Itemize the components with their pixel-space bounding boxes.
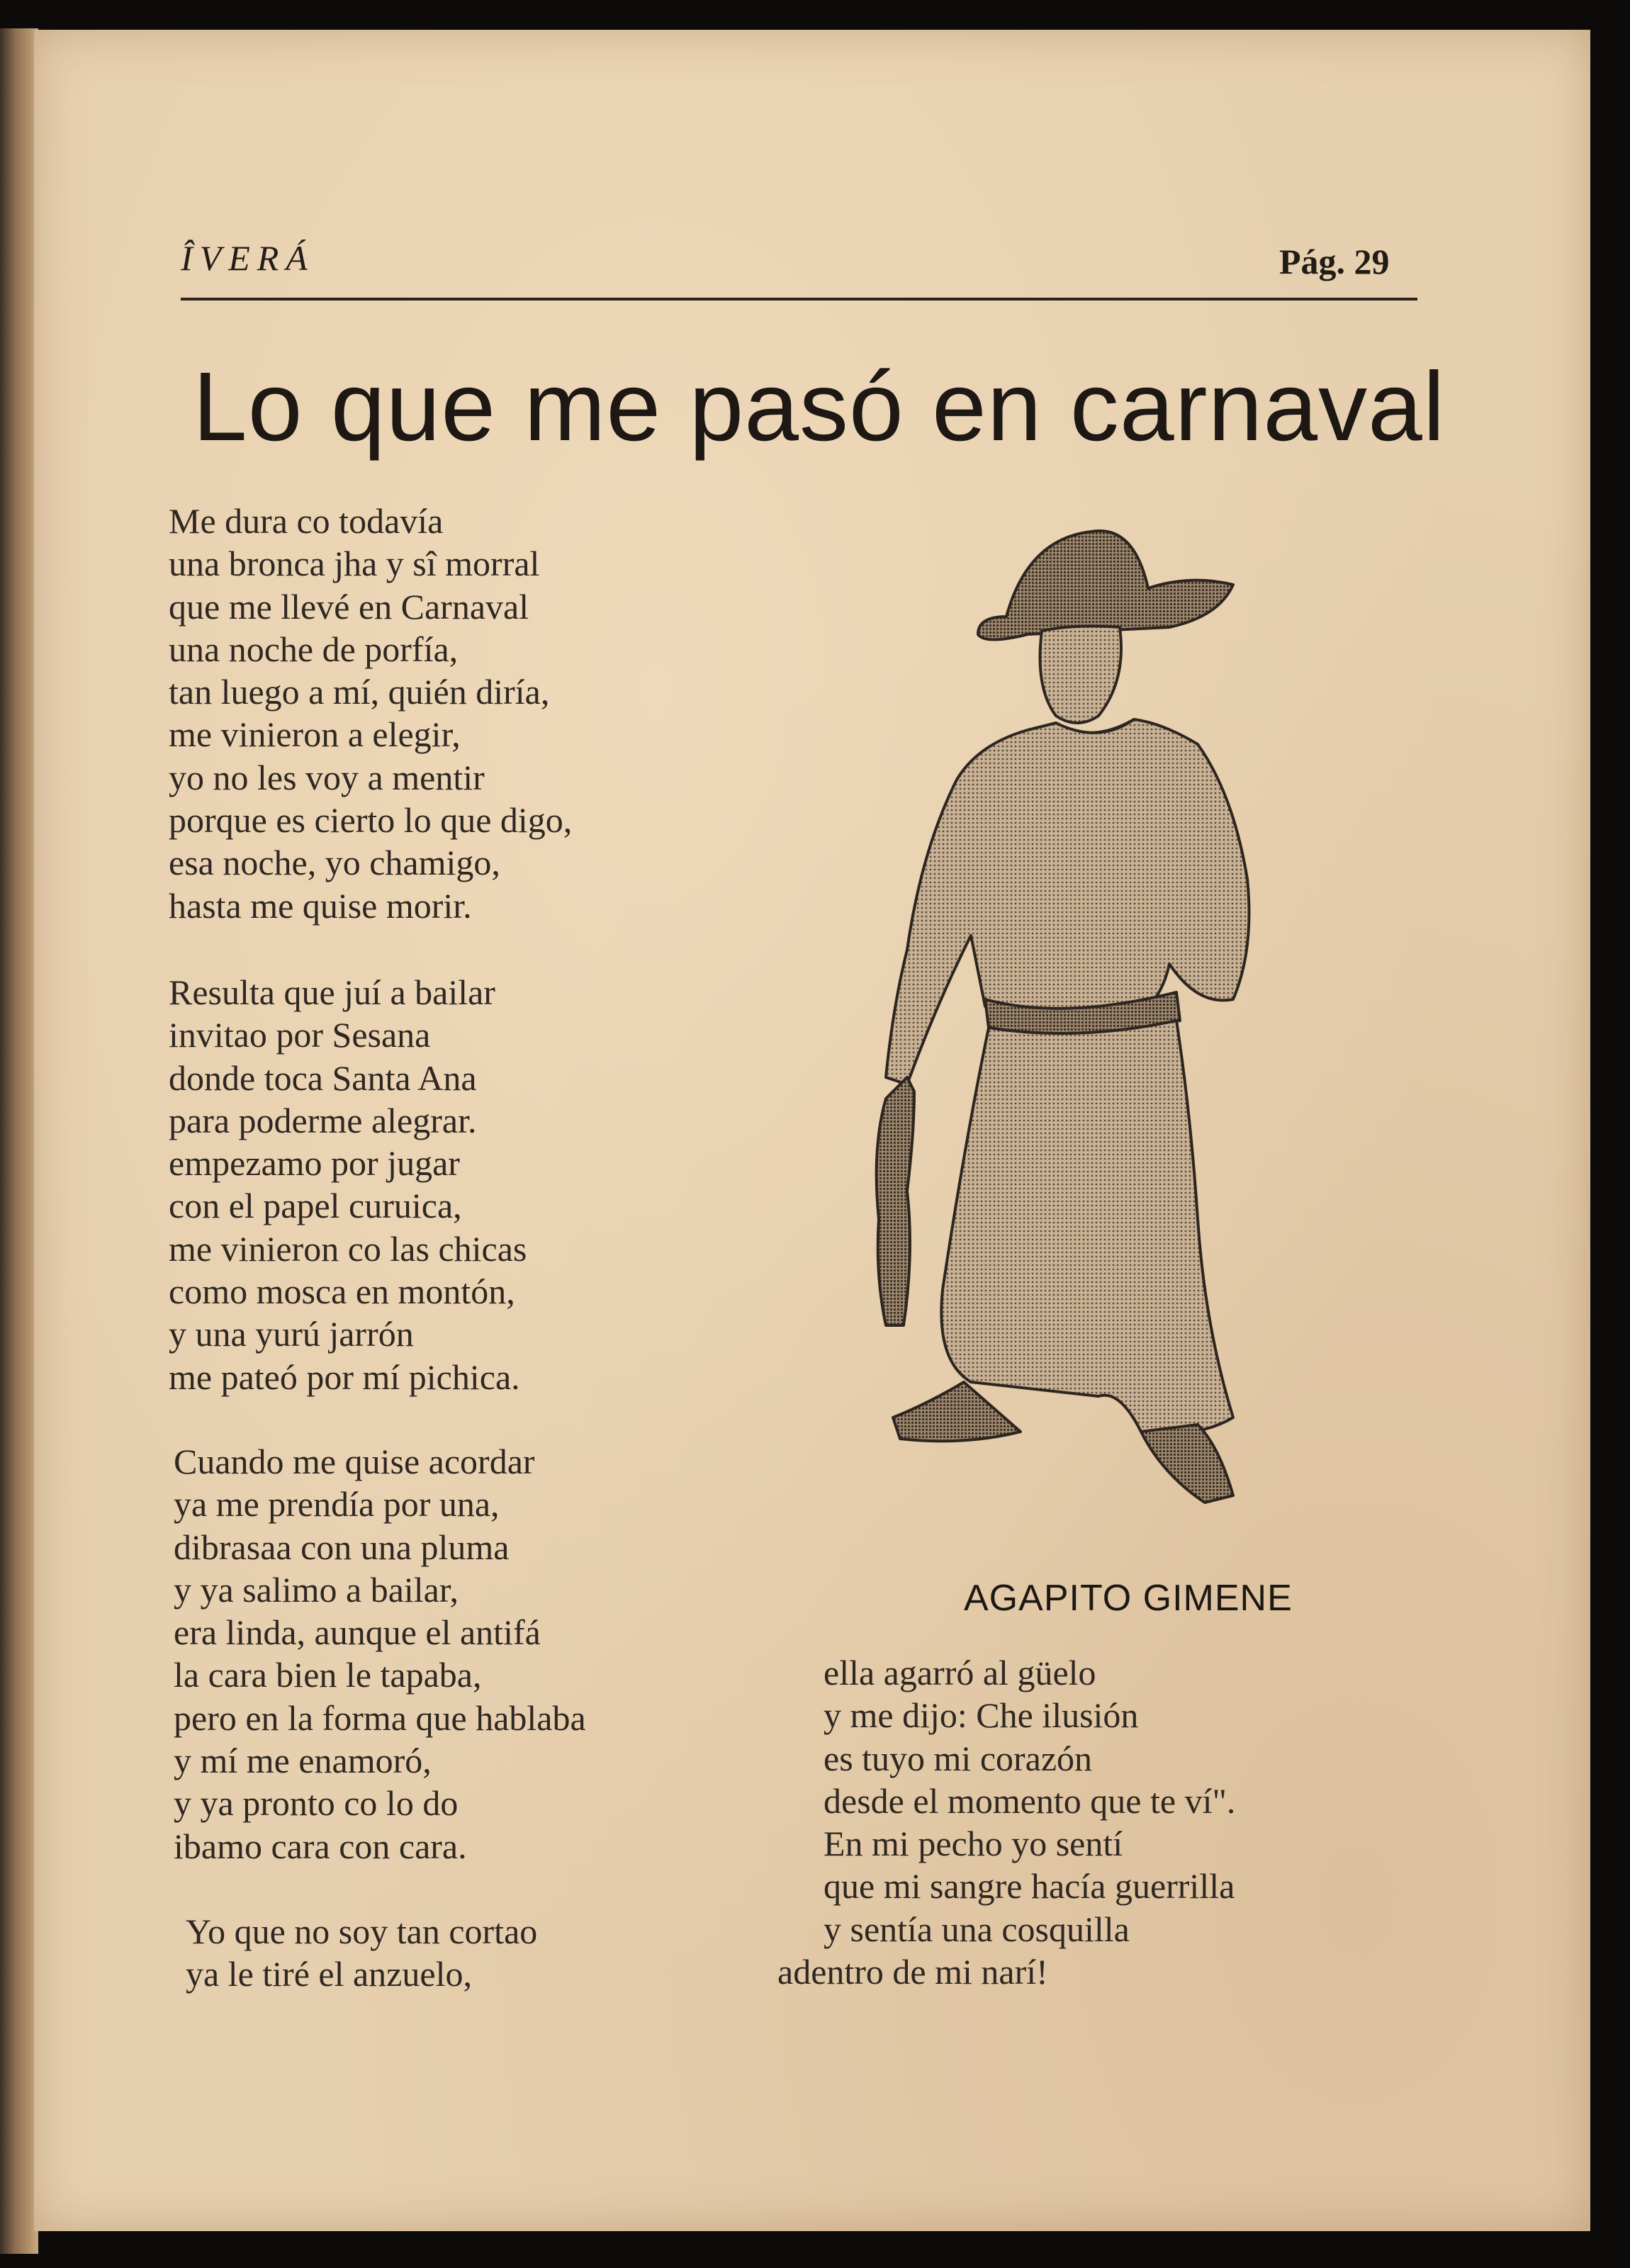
poem-line: invitao por Sesana [169,1015,431,1055]
stanza-3 [174,1440,586,1868]
poem-line: como mosca en montón, [169,1271,515,1312]
poem-line: una bronca jha y sî morral [169,544,540,584]
poem-line: y mí me enamoró, [174,1741,432,1781]
poem-line: desde el momento que te ví". [824,1780,1236,1821]
poem-line: ella agarró al güelo [824,1653,1096,1692]
book-spine-shadow [0,28,38,2254]
stanza-1 [169,500,572,927]
poem-line: es tuyo mi corazón [824,1738,1093,1778]
header-rule [181,298,1417,301]
poem-line: Cuando me quise acordar [174,1442,535,1481]
stanza-4 [186,1910,537,1996]
poem-line: Resulta que juí a bailar [169,972,495,1012]
poem-line: pero en la forma que hablaba [174,1697,586,1738]
poem-line: hasta me quise morir. [169,885,472,926]
poem-line: y una yurú jarrón [169,1314,414,1354]
poem-line: y me dijo: Che ilusión [824,1695,1139,1736]
poem-line: ya le tiré el anzuelo, [186,1954,472,1994]
poem-title: Lo que me pasó en carnaval [193,352,1446,461]
figure-outline [877,531,1249,1503]
poem-line: Yo que no soy tan cortao [186,1911,538,1951]
poem-line: ibamo cara con cara. [174,1826,467,1866]
poem-line: yo no les voy a mentir [169,757,485,797]
poem-line: era linda, aunque el antifá [174,1612,541,1653]
stanza-2 [169,971,527,1398]
gaucho-illustration [865,510,1375,1545]
poem-line: me vinieron a elegir, [169,714,461,755]
running-header-journal: ÎVERÁ [181,238,315,278]
poem-line: una noche de porfía, [169,629,459,669]
page-number: Pág. 29 [1279,242,1390,281]
poem-line: En mi pecho yo sentí [824,1824,1123,1864]
poem-line: la cara bien le tapaba, [174,1655,482,1695]
poem-line: que me llevé en Carnaval [169,586,529,627]
poem-line: para poderme alegrar. [169,1100,477,1140]
poem-line: ya me prendía por una, [174,1484,500,1525]
poem-line: dibrasaa con una pluma [174,1527,510,1567]
poem-line: esa noche, yo chamigo, [169,843,500,883]
poem-line: tan luego a mí, quién diría, [169,672,550,712]
stanza-5 [777,1651,1236,1993]
poem-line: Me dura co todavía [169,501,444,541]
poem-line: y ya salimo a bailar, [174,1569,459,1610]
poem-line: y sentía una cosquilla [824,1909,1130,1949]
poem-line: con el papel curuica, [169,1186,462,1226]
poem-line: adentro de mi narí! [777,1952,1048,1992]
poem-line: y ya pronto co lo do [174,1783,459,1824]
poem-line: porque es cierto lo que digo, [169,800,573,841]
poem-line: me pateó por mí pichica. [169,1357,520,1397]
poem-line: me vinieron co las chicas [169,1228,527,1269]
illustration-caption: AGAPITO GIMENE [964,1578,1293,1619]
poem-line: empezamo por jugar [169,1143,460,1184]
poem-line: que mi sangre hacía guerrilla [824,1866,1235,1907]
poem-line: donde toca Santa Ana [169,1057,477,1098]
